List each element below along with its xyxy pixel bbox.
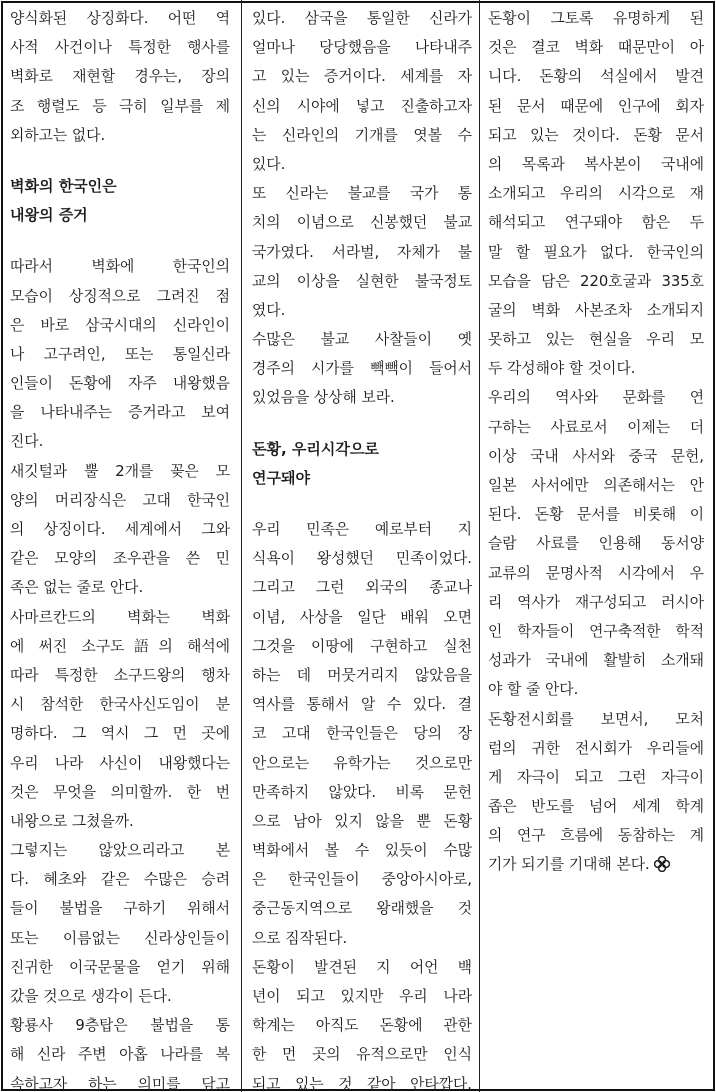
body-text: 것은 무엇을 의미할까. 한 번: [10, 783, 230, 801]
body-text-line: [10, 311, 230, 340]
body-text: 따라서 벽화에 한국인의: [10, 258, 230, 276]
body-text: 식욕이 왕성했던 민족이었다.: [252, 550, 472, 568]
body-text-line: [10, 4, 230, 33]
body-text-line: [488, 121, 704, 150]
body-text-line: [252, 836, 472, 865]
body-text-line: [10, 62, 230, 91]
body-text-line: [10, 749, 230, 778]
body-text-line: [10, 661, 230, 690]
body-text: 우리 나라 사신이 내왕했다는: [10, 754, 230, 772]
body-text: 모습을 담은 220호굴과 335호: [488, 272, 704, 290]
body-text-line: [10, 924, 230, 953]
body-text-line: [10, 719, 230, 748]
section-heading-line: [252, 435, 472, 464]
body-text: 중근동지역으로 왕래했을 것: [252, 900, 472, 918]
body-text-line: [488, 617, 704, 646]
column-divider: [241, 0, 242, 1092]
body-text-line: [10, 282, 230, 311]
body-text: 은 한국인들이 중앙아시아로,: [252, 871, 472, 889]
body-text-line: [252, 982, 472, 1011]
body-text-line: [10, 427, 230, 456]
body-text-line: [488, 675, 704, 704]
body-text: 년이 되고 있지만 우리 나라: [252, 988, 472, 1005]
body-text-line: [252, 603, 472, 632]
body-text-line: [488, 471, 704, 500]
body-text: 니다. 돈황의 석실에서 발견: [488, 68, 704, 86]
body-text: 은 바로 삼국시대의 신라인이: [10, 316, 230, 334]
section-gap: [10, 150, 230, 172]
body-text-line: [488, 179, 704, 208]
section-heading-line: [10, 201, 230, 230]
body-text-line: [10, 340, 230, 369]
body-text: 리 역사가 재구성되고 러시아: [488, 593, 704, 611]
body-text: 의 상징이다. 세계에서 그와: [10, 521, 230, 538]
body-text: 게 자극이 되고 그런 자극이: [488, 768, 704, 786]
body-text-line: [488, 92, 704, 121]
body-text-line: [488, 383, 704, 412]
body-text: 외하고는 없다.: [10, 126, 106, 144]
body-text: 족은 없는 줄로 안다.: [10, 579, 144, 597]
body-text-line: [10, 121, 230, 150]
body-text: 또는 이름없는 신라상인들이: [10, 929, 230, 947]
body-text: 있다.: [252, 155, 286, 173]
body-text: 조 행렬도 등 극히 일부를 제: [10, 97, 230, 115]
body-text-line: [252, 719, 472, 748]
body-text: 돈황이 발견된 지 어언 백: [252, 958, 472, 976]
body-text: 일본 사서에만 의존해서는 안: [488, 477, 704, 494]
body-text: 만족하지 않았다. 비록 문헌: [252, 783, 472, 801]
body-text-line: [488, 33, 704, 62]
body-text: 으로 남아 있지 않을 뿐 돈황: [252, 812, 472, 830]
body-text-line: [252, 354, 472, 383]
body-text: 에 써진 소구도語의 해석에: [10, 637, 230, 655]
body-text: 구하는 사료로서 이제는 더: [488, 418, 704, 436]
body-text-line: [10, 1040, 230, 1069]
body-text: 다. 혜초와 같은 수많은 승려: [10, 871, 230, 889]
body-text-line: [252, 383, 472, 412]
body-text-line: [10, 398, 230, 427]
body-text-line: [252, 515, 472, 544]
body-text-line: [488, 646, 704, 675]
body-text-line: [488, 763, 704, 792]
body-text-line: [488, 62, 704, 91]
body-text-line: [252, 924, 472, 953]
body-text: 속하고자 하는 의미를 담고: [10, 1075, 230, 1092]
body-text-line: [488, 529, 704, 558]
text-column-1: [4, 0, 236, 1092]
body-text: 안으로는 유학가는 것으로만: [252, 754, 472, 772]
body-text-line: [10, 894, 230, 923]
body-text-line: [10, 982, 230, 1011]
body-text-line: [488, 296, 704, 325]
section-heading-line: [252, 464, 472, 493]
section-gap: [252, 493, 472, 515]
body-text: 있었음을 상상해 보라.: [252, 389, 395, 407]
body-text: 국가였다. 서라벌, 자체가 불: [252, 243, 472, 261]
body-text-line: [10, 778, 230, 807]
body-text: 교류의 문명사적 시각에서 우: [488, 564, 704, 582]
body-text-line: [488, 4, 704, 33]
body-text-line: [252, 150, 472, 179]
body-text-line: [252, 33, 472, 62]
body-text-line: [252, 865, 472, 894]
body-text: 들이 불법을 구하기 위해서: [10, 900, 230, 918]
body-text-line: [10, 836, 230, 865]
body-text-line: [252, 544, 472, 573]
body-text: 하는 데 머뭇거리지 않았음을: [252, 666, 472, 684]
body-text: 모습이 상징적으로 그려진 점: [10, 287, 230, 305]
body-text: 또 신라는 불교를 국가 통: [252, 185, 472, 203]
body-text-line: [10, 690, 230, 719]
body-text-line: [252, 325, 472, 354]
body-text-line: [10, 33, 230, 62]
body-text: 야 할 줄 안다.: [488, 681, 579, 699]
body-text: 갔을 것으로 생각이 든다.: [10, 988, 172, 1005]
body-text: 돈황이 그토록 유명하게 된: [488, 10, 704, 27]
body-text: 의 연구 흐름에 동참하는 계: [488, 827, 704, 845]
body-text: 따라 특정한 소구드왕의 행차: [10, 666, 230, 684]
body-text-line: [488, 734, 704, 763]
body-text-line: [252, 1070, 472, 1092]
body-text-line: [488, 325, 704, 354]
body-text: 명하다. 그 역시 그 먼 곳에: [10, 725, 230, 743]
body-text-line: [10, 865, 230, 894]
body-text: 그리고 그런 외국의 종교나: [252, 579, 472, 597]
body-text: 나 고구려인, 또는 통일신라: [10, 345, 230, 363]
body-text: 역사를 통해서 알 수 있다. 결: [252, 696, 472, 714]
body-text: 것은 결코 벽화 때문만이 아: [488, 39, 704, 57]
body-text: 굴의 벽화 사본조차 소개되지: [488, 301, 704, 319]
body-text-line: [10, 515, 230, 544]
body-text-line: [252, 894, 472, 923]
body-text: 의 목록과 복사본이 국내에: [488, 155, 704, 173]
body-text-line: [252, 296, 472, 325]
body-text: 교의 이상을 실현한 불국정토: [252, 272, 472, 290]
body-text: 이념, 사상을 일단 배워 오면: [252, 608, 472, 626]
body-text: 사마르칸드의 벽화는 벽화: [10, 608, 230, 626]
section-heading-text: 돈황, 우리시각으로: [252, 439, 379, 458]
body-text-line: [488, 821, 704, 850]
body-text-line: [10, 369, 230, 398]
body-text-line: [10, 544, 230, 573]
body-text: 사적 사건이나 특정한 행사를: [10, 39, 230, 57]
body-text: 소개되고 우리의 시각으로 재: [488, 185, 704, 203]
body-text: 돈황전시회를 보면서, 모처: [488, 710, 704, 728]
body-text-line: [252, 179, 472, 208]
body-text: 그렇지는 않았으리라고 본: [10, 842, 230, 860]
body-text-line: [10, 1011, 230, 1040]
body-text: 슬람 사료를 인용해 동서양: [488, 535, 704, 553]
body-text: 두 각성해야 할 것이다.: [488, 360, 636, 378]
body-text-line: [252, 807, 472, 836]
clover-end-mark-icon: [654, 856, 670, 872]
body-text: 수많은 불교 사찰들이 옛: [252, 331, 472, 349]
body-text: 양식화된 상징화다. 어떤 역: [10, 10, 230, 27]
body-text: 내왕으로 그쳤을까.: [10, 812, 134, 830]
body-text: 해 신라 주변 아홉 나라를 복: [10, 1046, 230, 1064]
body-text-line: [252, 238, 472, 267]
body-text: 되고 있는 것이다. 돈황 문서: [488, 126, 704, 144]
column-divider: [479, 0, 480, 1092]
body-text: 황룡사 9층탑은 불법을 통: [10, 1017, 230, 1035]
body-text: 고 있는 증거이다. 세계를 자: [252, 68, 472, 86]
body-text-line: [488, 850, 704, 879]
body-text: 진귀한 이국문물을 얻기 위해: [10, 958, 230, 976]
section-heading-text: 벽화의 한국인은: [10, 176, 117, 195]
body-text-line: [488, 792, 704, 821]
body-text-line: [252, 690, 472, 719]
body-text: 새깃털과 뿔 2개를 꽂은 모: [10, 462, 230, 480]
body-text: 인들이 돈황에 자주 내왕했음: [10, 375, 230, 393]
body-text: 된다. 돈황 문서를 비롯해 이: [488, 506, 704, 524]
body-text: 되고 있는 것 같아 안타깝다.: [252, 1075, 472, 1092]
body-text: 였다.: [252, 301, 286, 319]
body-text: 한 먼 곳의 유적으로만 인식: [252, 1046, 472, 1064]
body-text: 인 학자들이 연구축적한 학적: [488, 622, 704, 640]
body-text-line: [10, 1070, 230, 1092]
body-text-line: [252, 1040, 472, 1069]
body-text-line: [252, 632, 472, 661]
body-text-line: [252, 4, 472, 33]
body-text: 우리 민족은 예로부터 지: [252, 521, 472, 538]
body-text-line: [252, 661, 472, 690]
body-text-line: [252, 573, 472, 602]
body-text-line: [252, 778, 472, 807]
body-text: 럼의 귀한 전시회가 우리들에: [488, 739, 704, 757]
body-text-line: [488, 208, 704, 237]
body-text: 는 신라인의 기개를 엿볼 수: [252, 126, 472, 144]
body-text: 같은 모양의 조우관을 쓴 민: [10, 550, 230, 568]
section-gap: [252, 413, 472, 435]
body-text-line: [252, 62, 472, 91]
body-text-line: [488, 354, 704, 383]
body-text: 있다. 삼국을 통일한 신라가: [252, 10, 472, 27]
body-text: 말 할 필요가 없다. 한국인의: [488, 243, 704, 261]
body-text: 그것을 이땅에 구현하고 실천: [252, 637, 472, 655]
body-text: 못하고 있는 현실을 우리 모: [488, 331, 704, 349]
body-text-line: [10, 457, 230, 486]
body-text-line: [488, 442, 704, 471]
body-text-line: [10, 632, 230, 661]
body-text-line: [488, 238, 704, 267]
body-text: 벽화로 재현할 경우는, 장의: [10, 68, 230, 86]
text-column-3: [484, 0, 708, 1092]
body-text-line: [252, 953, 472, 982]
body-text-line: [252, 208, 472, 237]
body-text: 시 참석한 한국사신도임이 분: [10, 696, 230, 714]
text-column-2: [246, 0, 478, 1092]
body-text: 된 문서 때문에 인구에 회자: [488, 97, 704, 115]
body-text-line: [488, 500, 704, 529]
body-text: 으로 짐작된다.: [252, 929, 348, 947]
body-text-line: [10, 486, 230, 515]
body-text-line: [10, 92, 230, 121]
section-heading-text: 연구돼야: [252, 468, 310, 487]
body-text: 치의 이념으로 신봉했던 불교: [252, 214, 472, 232]
body-text-line: [10, 252, 230, 281]
body-text: 경주의 시가를 빽빽이 들어서: [252, 360, 472, 378]
body-text-line: [10, 953, 230, 982]
body-text-line: [252, 749, 472, 778]
body-text-line: [488, 267, 704, 296]
body-text: 양의 머리장식은 고대 한국인: [10, 491, 230, 509]
body-text: 신의 시야에 넣고 진출하고자: [252, 97, 472, 115]
body-text-line: [488, 705, 704, 734]
body-text-line: [252, 1011, 472, 1040]
body-text-line: [10, 603, 230, 632]
body-text-line: [252, 92, 472, 121]
body-text: 얼마나 당당했음을 나타내주: [252, 39, 472, 57]
body-text: 이상 국내 사서와 중국 문헌,: [488, 447, 704, 465]
body-text: 해석되고 연구돼야 함은 두: [488, 214, 704, 232]
body-text: 좁은 반도를 넘어 세계 학계: [488, 798, 704, 816]
section-gap: [10, 230, 230, 252]
section-heading-line: [10, 172, 230, 201]
body-text: 성과가 국내에 활발히 소개돼: [488, 652, 704, 670]
body-text-line: [10, 573, 230, 602]
body-text: 학계는 아직도 돈황에 관한: [252, 1017, 472, 1035]
body-text-line: [252, 121, 472, 150]
body-text-line: [252, 267, 472, 296]
body-text: 벽화에서 볼 수 있듯이 수많: [252, 842, 472, 860]
body-text: 을 나타내주는 증거라고 보여: [10, 404, 230, 422]
section-heading-text: 내왕의 증거: [10, 206, 88, 225]
body-text: 코 고대 한국인들은 당의 장: [252, 725, 472, 743]
body-text-line: [488, 559, 704, 588]
body-text: 기가 되기를 기대해 본다.: [488, 856, 650, 874]
body-text-line: [488, 588, 704, 617]
body-text-line: [488, 413, 704, 442]
body-text-line: [488, 150, 704, 179]
body-text-line: [10, 807, 230, 836]
body-text: 진다.: [10, 433, 44, 451]
body-text: 우리의 역사와 문화를 연: [488, 389, 704, 407]
